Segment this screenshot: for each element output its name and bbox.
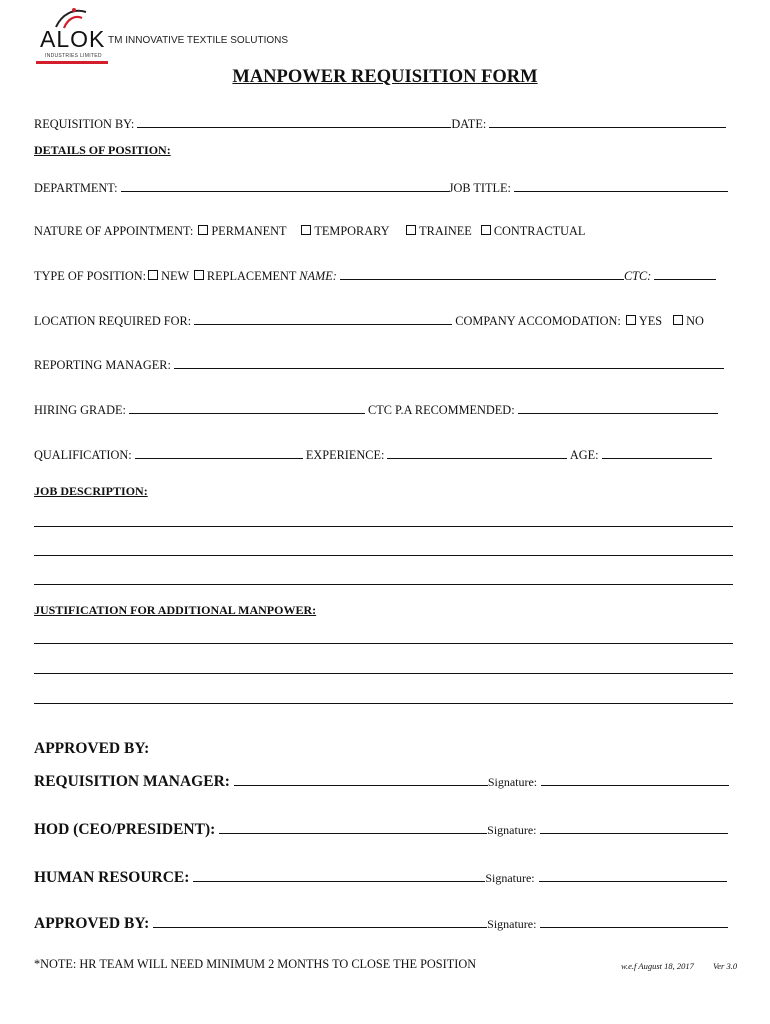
job-description-heading: JOB DESCRIPTION: [34,484,148,498]
justification-line[interactable] [34,673,733,674]
temporary-option: TEMPORARY [314,224,390,238]
accommodation-yes-checkbox[interactable] [626,315,636,325]
approval-role-label: APPROVED BY: [34,915,150,932]
approval-role-label: REQUISITION MANAGER: [34,773,230,790]
approval-row-human-resource [34,868,727,887]
age-label: AGE: [569,448,599,462]
trainee-checkbox[interactable] [406,225,416,235]
replacement-option: REPLACEMENT [206,269,297,283]
accommodation-no-option: NO [686,314,704,328]
reporting-row [34,357,724,373]
contractual-checkbox[interactable] [481,225,491,235]
signature-field[interactable] [539,868,727,882]
approval-row-approved-by [34,914,728,933]
signature-field[interactable] [540,820,728,834]
name-field[interactable] [340,268,624,280]
trainee-option: TRAINEE [419,224,472,238]
requisition-by-field[interactable] [137,116,451,128]
justification-line[interactable] [34,643,733,644]
type-label: TYPE OF POSITION: [34,269,147,283]
reporting-manager-field[interactable] [174,357,724,369]
qualification-row [34,447,712,463]
experience-field[interactable] [387,447,567,459]
job-description-line[interactable] [34,526,733,527]
signature-label: Signature: [487,775,538,789]
ctc-field[interactable] [654,268,716,280]
job-description-line[interactable] [34,584,733,585]
ctc-pa-field[interactable] [518,402,718,414]
requisition-row [34,116,726,132]
nature-label: NATURE OF APPOINTMENT: [34,224,194,238]
location-row [34,313,704,329]
type-row [34,268,716,284]
job-description-line[interactable] [34,555,733,556]
experience-label: EXPERIENCE: [305,448,385,462]
job-title-field[interactable] [514,180,728,192]
approval-row-hod [34,820,728,839]
age-field[interactable] [602,447,712,459]
requisition-by-label: REQUISITION BY: [34,117,135,131]
approval-heading: APPROVED BY: [34,740,150,757]
department-row [34,180,728,196]
nature-row [34,224,585,239]
reporting-manager-label: REPORTING MANAGER: [34,358,171,372]
signature-label: Signature: [485,871,535,885]
hiring-row [34,402,718,418]
approval-row-requisition-manager [34,772,729,791]
accommodation-no-checkbox[interactable] [673,315,683,325]
location-label: LOCATION REQUIRED FOR: [34,314,192,328]
department-label: DEPARTMENT: [34,181,118,195]
qualification-field[interactable] [135,447,303,459]
date-label: DATE: [451,117,487,131]
justification-line[interactable] [34,703,733,704]
hiring-grade-field[interactable] [129,402,365,414]
signature-field[interactable] [540,914,728,928]
approval-role-label: HOD (CEO/PRESIDENT): [34,821,216,838]
department-field[interactable] [121,180,449,192]
approval-name-field[interactable] [219,820,487,834]
location-field[interactable] [194,313,452,325]
version-label: Ver 3.0 [713,961,738,971]
details-heading: DETAILS OF POSITION: [34,143,171,157]
signature-field[interactable] [541,772,729,786]
justification-heading: JUSTIFICATION FOR ADDITIONAL MANPOWER: [34,603,317,617]
qualification-label: QUALIFICATION: [34,448,132,462]
logo-name: ALOK [40,26,106,52]
permanent-option: PERMANENT [211,224,287,238]
date-field[interactable] [489,116,726,128]
signature-label: Signature: [487,823,537,837]
approval-role-label: HUMAN RESOURCE: [34,869,190,886]
logo-subtitle: INDUSTRIES LIMITED [45,53,102,59]
new-option: NEW [161,269,189,283]
form-title: MANPOWER REQUISITION FORM [232,67,538,87]
ctc-label: CTC: [623,269,652,283]
accommodation-yes-option: YES [638,314,663,328]
tagline: TM INNOVATIVE TEXTILE SOLUTIONS [108,35,289,46]
effective-date: w.e.f August 18, 2017 [621,961,694,971]
footer-note: *NOTE: HR TEAM WILL NEED MINIMUM 2 MONTHS TO CLOSE THE POSITION [34,957,477,971]
signature-label: Signature: [487,917,537,931]
job-title-label: JOB TITLE: [448,181,511,195]
hiring-grade-label: HIRING GRADE: [34,403,126,417]
new-checkbox[interactable] [148,270,158,280]
ctc-pa-label: CTC P.A RECOMMENDED: [368,403,515,417]
approval-name-field[interactable] [193,868,485,882]
contractual-option: CONTRACTUAL [493,224,586,238]
accommodation-label: COMPANY ACCOMODATION: [455,314,621,328]
logo-underline [36,61,108,64]
replacement-checkbox[interactable] [194,270,204,280]
permanent-checkbox[interactable] [198,225,208,235]
approval-name-field[interactable] [234,772,488,786]
temporary-checkbox[interactable] [301,225,311,235]
name-label: NAME: [299,269,337,283]
approval-name-field[interactable] [153,914,487,928]
